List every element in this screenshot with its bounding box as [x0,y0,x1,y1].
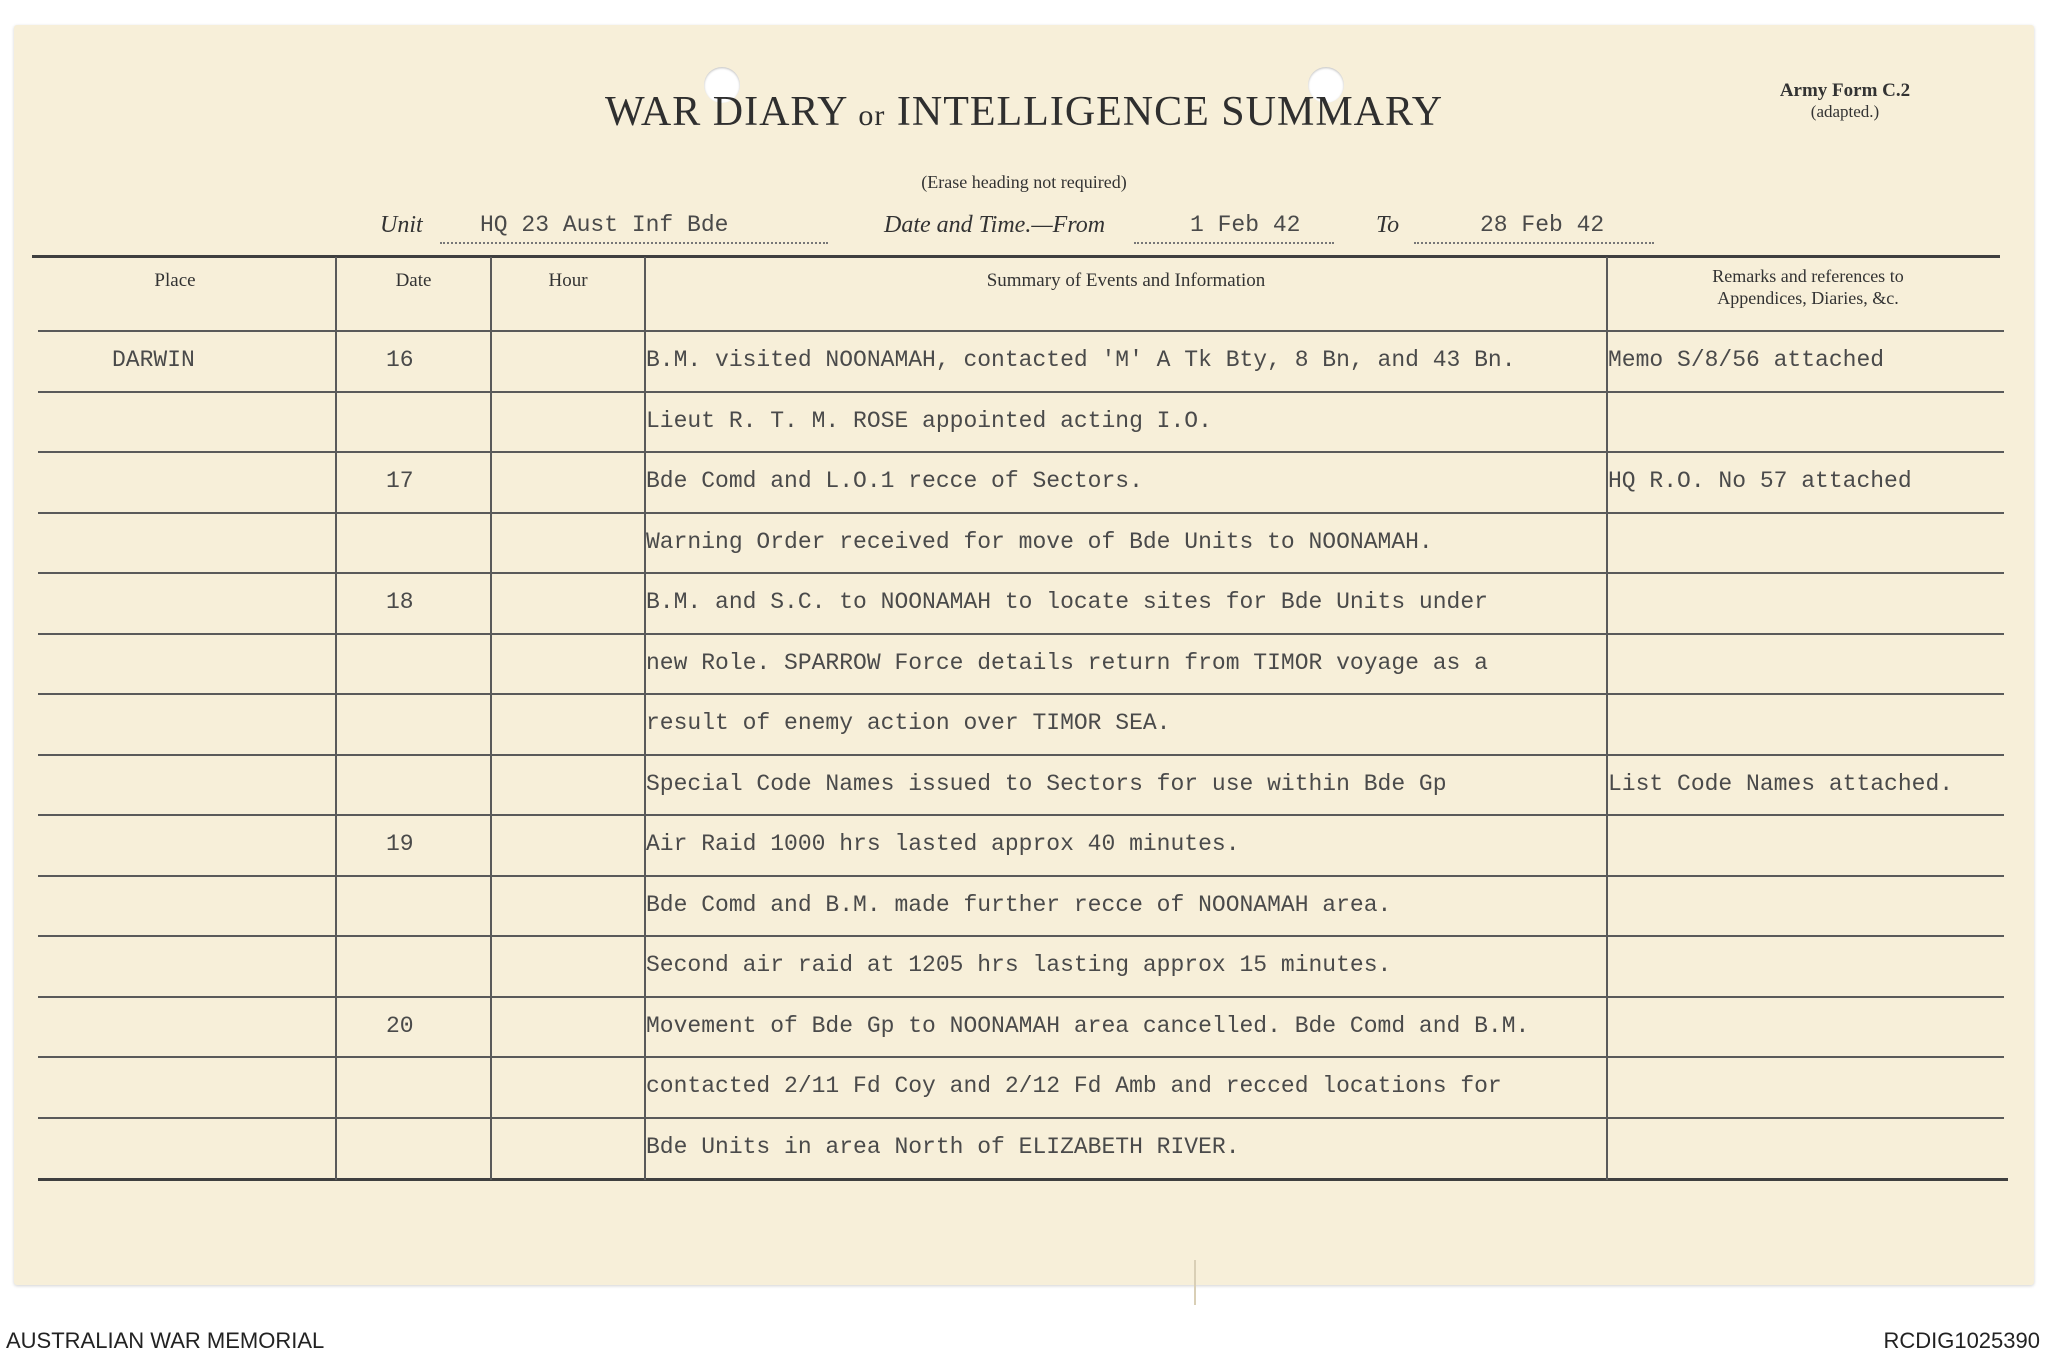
summary-cell: Bde Units in area North of ELIZABETH RIVER. [646,1133,1240,1160]
summary-cell: Bde Comd and B.M. made further recce of NOONAMAH area. [646,891,1392,918]
date-to-label: To [1376,212,1400,238]
row-rule [38,754,2004,756]
column-divider-summary [1606,257,1608,1180]
unit-value: HQ 23 Aust Inf Bde [480,212,729,238]
row-rule [38,996,2004,998]
row-rule [38,935,2004,937]
page-title: WAR DIARY or INTELLIGENCE SUMMARY [604,89,1444,135]
row-rule [38,451,2004,453]
row-rule [38,391,2004,393]
remarks-cell: List Code Names attached. [1608,770,1954,797]
remarks-cell: HQ R.O. No 57 attached [1608,467,1912,494]
date-cell: 17 [386,467,414,494]
remarks-cell: Memo S/8/56 attached [1608,346,1885,373]
column-header-summary: Summary of Events and Information [986,270,1266,291]
date-from-value: 1 Feb 42 [1190,212,1301,238]
summary-cell: contacted 2/11 Fd Coy and 2/12 Fd Amb and recced locations for [646,1072,1502,1099]
row-rule [38,693,2004,695]
column-header-hour: Hour [548,270,588,291]
to-dotted-line [1414,242,1654,244]
summary-cell: Lieut R. T. M. ROSE appointed acting I.O. [646,407,1212,434]
date-cell: 18 [386,588,414,615]
date-cell: 20 [386,1012,414,1039]
row-rule [38,875,2004,877]
date-from-label: Date and Time.—From [884,212,1106,238]
summary-cell: new Role. SPARROW Force details return from TIMOR voyage as a [646,649,1488,676]
summary-cell: result of enemy action over TIMOR SEA. [646,709,1171,736]
row-rule [38,633,2004,635]
table-top-rule [32,255,2000,258]
from-dotted-line [1134,242,1334,244]
row-rule [38,572,2004,574]
unit-dotted-line [440,242,828,244]
column-divider-place [335,257,337,1180]
place-cell: DARWIN [112,346,195,373]
summary-cell: B.M. and S.C. to NOONAMAH to locate sites for Bde Units under [646,588,1488,615]
column-divider-date [490,257,492,1180]
row-rule [38,814,2004,816]
footer-right: RCDIG1025390 [1883,1328,2040,1353]
page-subtitle: (Erase heading not required) [921,172,1127,192]
row-rule [38,330,2004,332]
date-to-value: 28 Feb 42 [1480,212,1605,238]
summary-cell: Special Code Names issued to Sectors for use within Bde Gp [646,770,1447,797]
summary-cell: Second air raid at 1205 hrs lasting approx 15 minutes. [646,951,1392,978]
army-form-label: Army Form C.2 (adapted.) [1779,80,1911,121]
table-bottom-rule [38,1178,2008,1181]
column-header-remarks: Remarks and references to Appendices, Diaries, &c. [1712,266,1904,308]
summary-cell: Air Raid 1000 hrs lasted approx 40 minutes. [646,830,1240,857]
summary-cell: Movement of Bde Gp to NOONAMAH area cancelled. Bde Comd and B.M. [646,1012,1530,1039]
row-rule [38,512,2004,514]
row-rule [38,1117,2004,1119]
paper-tear [1194,1260,1196,1305]
summary-cell: Warning Order received for move of Bde Units to NOONAMAH. [646,528,1433,555]
summary-cell: B.M. visited NOONAMAH, contacted 'M' A Tk Bty, 8 Bn, and 43 Bn. [646,346,1516,373]
unit-label: Unit [380,212,423,238]
footer-left: AUSTRALIAN WAR MEMORIAL [6,1328,325,1353]
date-cell: 19 [386,830,414,857]
column-header-place: Place [154,270,196,291]
row-rule [38,1056,2004,1058]
column-header-date: Date [395,270,432,291]
date-cell: 16 [386,346,414,373]
summary-cell: Bde Comd and L.O.1 recce of Sectors. [646,467,1143,494]
